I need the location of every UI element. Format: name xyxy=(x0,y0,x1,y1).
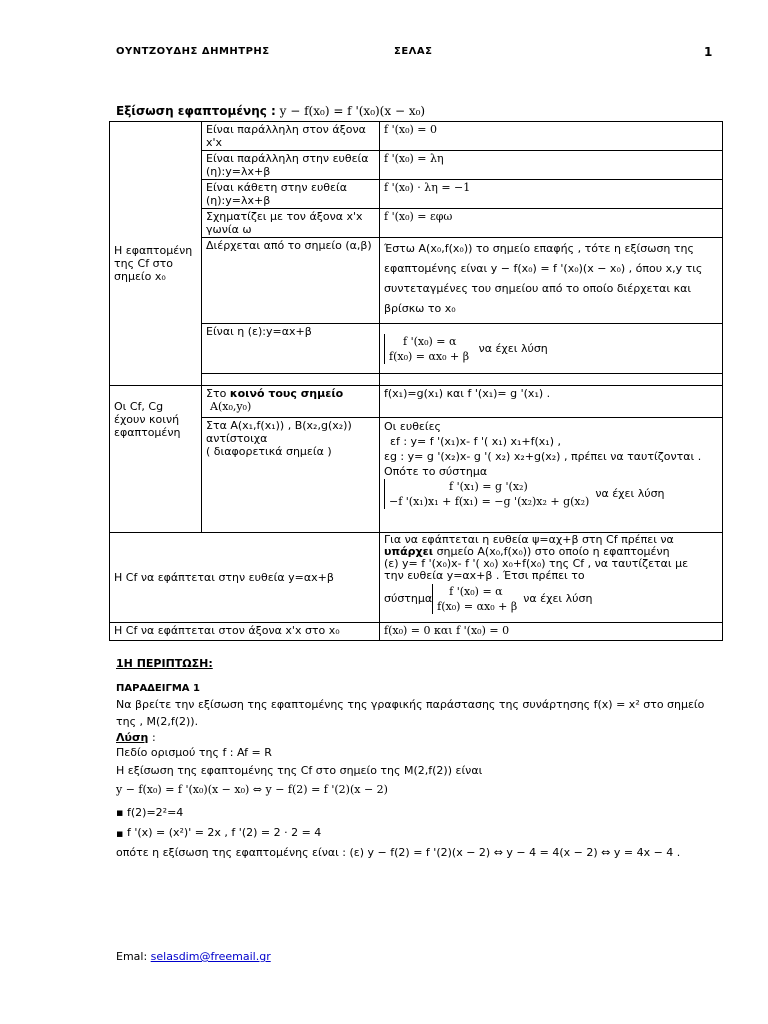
result-line: εg : y= g '(x₂)x- g '( x₂) x₂+g(x₂) , πρέπει να ταυτίζονται . xyxy=(384,450,702,463)
footer-email-row xyxy=(116,950,271,963)
cond-cell: Διέρχεται από το σημείο (α,β) xyxy=(202,238,380,324)
result-cell: Έστω A(x₀,f(x₀)) το σημείο επαφής , τότε η εξίσωση της εφαπτομένης είναι y − f(x₀) = f '(x₀)(x − x₀) , όπου x,y τις συντεταγμένες του σημείου από το οποίο διέρχεται και βρίσκω το x₀ xyxy=(380,238,723,324)
system-suffix: να έχει λύση xyxy=(595,487,665,500)
system-eq1: f '(x₀) = α xyxy=(403,334,457,348)
result-bold: υπάρχει xyxy=(384,545,434,558)
example-heading: ΠΑΡΑΔΕΙΓΜΑ 1 xyxy=(116,683,200,694)
result-cell: f(x₀) = 0 και f '(x₀) = 0 xyxy=(380,623,723,641)
solution-line: οπότε η εξίσωση της εφαπτομένης είναι : (ε) y − f(2) = f '(2)(x − 2) ⇔ y − 4 = 4(x − 2) ⇔ y = 4x − 4 . xyxy=(116,846,681,859)
tangent-conditions-table xyxy=(109,121,723,641)
system-prefix: σύστημα xyxy=(384,592,433,605)
header-author: ΟΥΝΤΖΟΥΔΗΣ ΔΗΜΗΤΡΗΣ xyxy=(116,46,270,57)
header-center: ΣΕΛΑΣ xyxy=(394,46,433,57)
cond-cell: Είναι παράλληλη στην ευθεία (η):y=λx+β xyxy=(202,151,380,180)
cond-line: ( διαφορετικά σημεία ) xyxy=(206,445,332,458)
system-eq2: −f '(x₁)x₁ + f(x₁) = −g '(x₂)x₂ + g(x₂) xyxy=(389,495,590,508)
solution-line: Πεδίο ορισμού της f : Af = R xyxy=(116,746,272,759)
system-eq2: f(x₀) = αx₀ + β xyxy=(437,600,518,613)
system-eq1: f '(x₁) = g '(x₂) xyxy=(449,480,528,493)
result-cell: f '(x₀) · λη = −1 xyxy=(380,180,723,209)
cond-cell xyxy=(202,386,380,418)
solution-line: y − f(x₀) = f '(x₀)(x − x₀) ⇔ y − f(2) = f '(2)(x − 2) xyxy=(116,783,388,796)
system-brace xyxy=(432,584,517,614)
title-formula: y − f(x₀) = f '(x₀)(x − x₀) xyxy=(279,104,426,118)
footer-email-link[interactable]: selasdim@freemail.gr xyxy=(150,950,271,963)
solution-label: Λύση xyxy=(116,731,149,744)
system-eq2: f(x₀) = αx₀ + β xyxy=(389,349,470,363)
result-cell xyxy=(380,324,723,374)
result-line: (ε) y= f '(x₀)x- f '( x₀) x₀+f(x₀) της Cf , να ταυτίζεται με xyxy=(384,557,689,570)
empty-cell xyxy=(380,374,723,386)
group2-label: Οι Cf, Cg έχουν κοινή εφαπτομένη xyxy=(114,400,181,439)
system-suffix: να έχει λύση xyxy=(478,341,548,355)
result-line: την ευθεία y=αx+β . Έτσι πρέπει το xyxy=(384,569,585,582)
example-line: Να βρείτε την εξίσωση της εφαπτομένης της γραφικής παράστασης της συνάρτησης f(x) = x² στο σημείο xyxy=(116,698,705,711)
cond-prefix: Στο xyxy=(206,387,230,400)
result-line: εf : y= f '(x₁)x- f '( x₁) x₁+f(x₁) , xyxy=(390,435,562,448)
cond-cell: Σχηματίζει με τον άξονα x'x γωνία ω xyxy=(202,209,380,238)
result-line: Οπότε το σύστημα xyxy=(384,465,488,478)
bullet-text: f(2)=2²=4 xyxy=(127,806,184,819)
cond-line: αντίστοιχα xyxy=(206,432,268,445)
cond-bold: κοινό τους σημείο xyxy=(229,387,344,400)
result-line: Για να εφάπτεται η ευθεία ψ=αχ+β στη Cf πρέπει να xyxy=(384,533,674,546)
page-number: 1 xyxy=(704,45,713,59)
result-cell: f '(x₀) = εφω xyxy=(380,209,723,238)
bullet-text: f '(x) = (x²)' = 2x , f '(2) = 2 · 2 = 4 xyxy=(127,826,322,839)
system-suffix: να έχει λύση xyxy=(523,592,593,605)
result-cell: f(x₁)=g(x₁) και f '(x₁)= g '(x₁) . xyxy=(380,386,723,418)
cond-point: A(x₀,y₀) xyxy=(210,400,252,413)
result-line: Οι ευθείες xyxy=(384,420,441,433)
result-line: σημείο A(x₀,f(x₀)) στο οποίο η εφαπτομένη xyxy=(433,545,670,558)
title-label: Εξίσωση εφαπτομένης : xyxy=(116,104,276,118)
result-cell: f '(x₀) = 0 xyxy=(380,122,723,151)
cond-cell: Είναι παράλληλη στον άξονα x'x xyxy=(202,122,380,151)
result-cell xyxy=(380,533,723,623)
bullet-icon: ▪ xyxy=(116,806,124,819)
system-brace xyxy=(384,334,469,364)
result-cell: f '(x₀) = λη xyxy=(380,151,723,180)
page-title xyxy=(116,104,425,118)
group1-label-cell xyxy=(110,122,202,386)
case-heading: 1Η ΠΕΡΙΠΤΩΣΗ: xyxy=(116,657,213,670)
result-cell xyxy=(380,418,723,533)
solution-line: Η εξίσωση της εφαπτομένης της Cf στο σημείο της M(2,f(2)) είναι xyxy=(116,764,483,777)
bullet-icon: ▪ xyxy=(116,827,124,840)
system-eq1: f '(x₀) = α xyxy=(449,585,503,598)
cond-cell: Είναι κάθετη στην ευθεία (η):y=λx+β xyxy=(202,180,380,209)
line-tangent-label: Η Cf να εφάπτεται στην ευθεία y=αx+β xyxy=(110,533,380,623)
cond-cell: Είναι η (ε):y=αx+β xyxy=(202,324,380,374)
group1-label: Η εφαπτομένη της Cf στο σημείο x₀ xyxy=(114,243,193,283)
cond-line: Στα A(x₁,f(x₁)) , B(x₂,g(x₂)) xyxy=(206,419,352,432)
system-brace xyxy=(384,479,589,509)
example-line: της , M(2,f(2)). xyxy=(116,715,199,728)
empty-cell xyxy=(202,374,380,386)
cond-cell xyxy=(202,418,380,533)
group2-label-cell xyxy=(110,386,202,533)
solution-colon: : xyxy=(152,731,156,744)
footer-email-label: Emal: xyxy=(116,950,148,963)
axis-tangent-label: Η Cf να εφάπτεται στον άξονα x'x στο x₀ xyxy=(110,623,380,641)
